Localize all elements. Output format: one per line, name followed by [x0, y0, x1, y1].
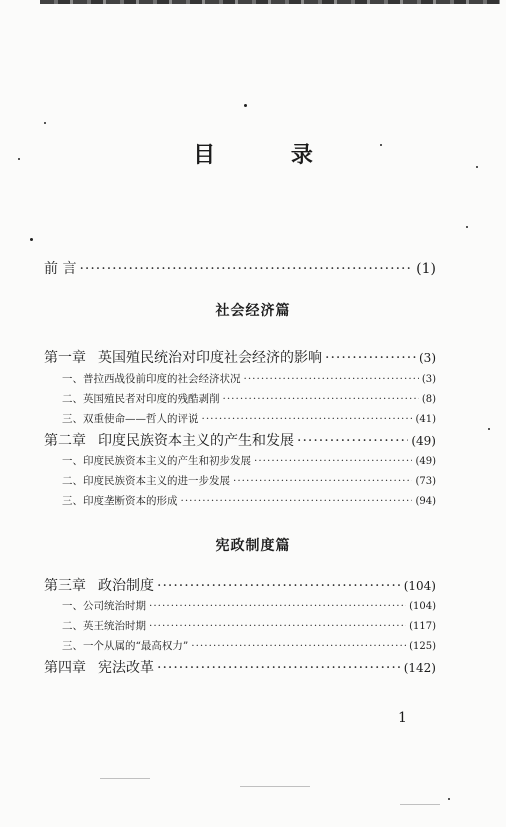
toc-page-number: (3)	[421, 374, 436, 385]
scan-speck	[44, 122, 46, 124]
scan-streak	[240, 786, 310, 787]
toc-leader-dots	[297, 433, 408, 449]
toc-section[interactable]	[62, 473, 436, 489]
part-heading-socio-economic: 社会经济篇	[215, 303, 291, 319]
section-title: 一、印度民族资本主义的产生和初步发展	[62, 455, 251, 467]
chapter-number: 第四章	[44, 660, 86, 676]
toc-preface[interactable]	[44, 258, 436, 278]
toc-chapter-2[interactable]	[44, 430, 436, 450]
toc-leader-dots	[254, 455, 412, 467]
page-title: 目 录	[193, 142, 347, 168]
toc-section[interactable]	[62, 391, 436, 407]
scan-streak	[400, 804, 440, 805]
scan-speck	[488, 428, 490, 430]
chapter-title: 印度民族资本主义的产生和发展	[98, 433, 294, 449]
toc-chapter-label	[44, 430, 294, 450]
toc-page-number: (117)	[409, 621, 436, 632]
section-title: 三、双重使命——哲人的评说	[62, 413, 199, 425]
toc-leader-dots	[202, 413, 413, 425]
scan-streak	[100, 778, 150, 779]
chapter-title: 英国殖民统治对印度社会经济的影响	[98, 350, 322, 366]
toc-chapter-label	[44, 657, 154, 677]
toc-section[interactable]	[62, 493, 436, 509]
section-title: 二、英国殖民者对印度的残酷剥削	[62, 393, 220, 405]
toc-leader-dots	[181, 495, 413, 507]
toc-page-number: (104)	[403, 579, 436, 593]
scan-top-rule	[40, 0, 500, 4]
chapter-title: 宪法改革	[98, 660, 154, 676]
toc-leader-dots	[244, 373, 419, 385]
toc-leader-dots	[223, 393, 419, 405]
toc-leader-dots	[325, 350, 416, 366]
section-title: 一、普拉西战役前印度的社会经济状况	[62, 373, 241, 385]
scan-speck	[466, 226, 468, 228]
section-title: 三、一个从属的“最高权力”	[62, 640, 189, 652]
chapter-number: 第二章	[44, 433, 86, 449]
toc-leader-dots	[233, 475, 412, 487]
toc-page-number: (8)	[421, 394, 436, 405]
toc-page-number: (125)	[409, 641, 436, 652]
toc-page-number: (73)	[415, 476, 436, 487]
chapter-number: 第一章	[44, 350, 86, 366]
toc-page-number: (1)	[416, 261, 436, 277]
section-title: 二、印度民族资本主义的进一步发展	[62, 475, 230, 487]
toc-leader-dots	[149, 600, 406, 612]
toc-chapter-label	[44, 347, 322, 367]
toc-chapter-3[interactable]	[44, 575, 436, 595]
toc-section[interactable]	[62, 638, 436, 654]
scan-speck	[244, 104, 247, 107]
toc-chapter-label	[44, 575, 154, 595]
toc-chapter-1[interactable]	[44, 347, 436, 367]
toc-page-number: (49)	[415, 456, 436, 467]
toc-page-number: (41)	[415, 414, 436, 425]
toc-section[interactable]	[62, 618, 436, 634]
toc-preface-label: 前 言	[44, 261, 77, 277]
part-heading-constitutional: 宪政制度篇	[215, 538, 291, 554]
toc-section[interactable]	[62, 453, 436, 469]
toc-leader-dots	[157, 660, 401, 676]
toc-page-number: (104)	[409, 601, 436, 612]
toc-chapter-4[interactable]	[44, 657, 436, 677]
scan-speck	[30, 238, 33, 241]
toc-section[interactable]	[62, 371, 436, 387]
toc-leader-dots	[149, 620, 406, 632]
toc-leader-dots	[157, 578, 401, 594]
toc-section[interactable]	[62, 411, 436, 427]
toc-leader-dots	[191, 640, 406, 652]
toc-page-number: (94)	[415, 496, 436, 507]
toc-page-number: (3)	[419, 351, 436, 365]
toc-page-number: (49)	[411, 434, 436, 448]
toc-page-number: (142)	[403, 661, 436, 675]
scan-speck	[448, 798, 450, 800]
chapter-number: 第三章	[44, 578, 86, 594]
chapter-title: 政治制度	[98, 578, 154, 594]
page-number: 1	[398, 710, 407, 726]
section-title: 三、印度垄断资本的形成	[62, 495, 178, 507]
toc-leader-dots	[79, 261, 413, 277]
toc-section[interactable]	[62, 598, 436, 614]
section-title: 二、英王统治时期	[62, 620, 146, 632]
section-title: 一、公司统治时期	[62, 600, 146, 612]
